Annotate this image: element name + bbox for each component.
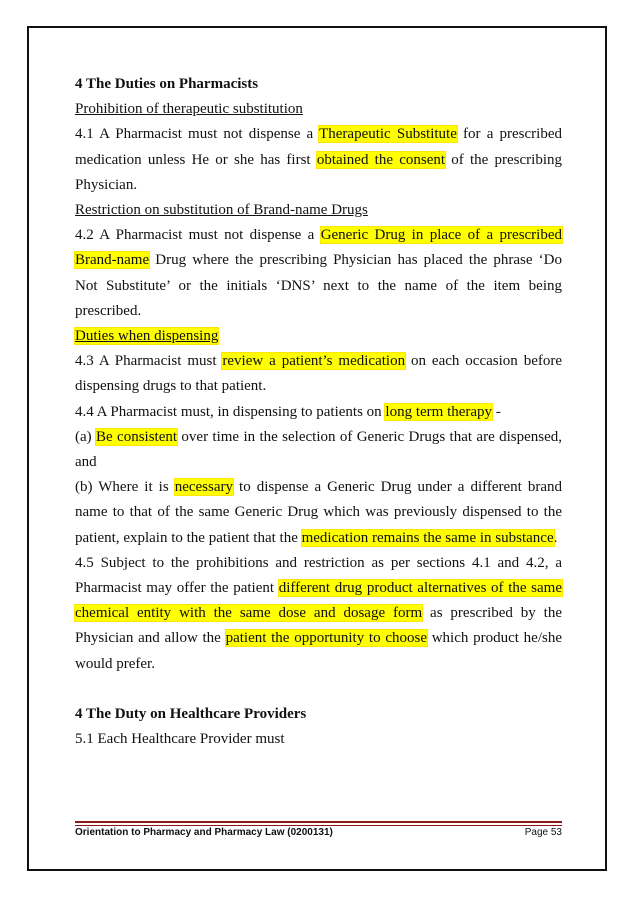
section-4-heading: 4 The Duties on Pharmacists <box>75 76 259 92</box>
highlight-be-consistent: Be consistent <box>96 428 178 445</box>
highlight-duties-dispensing: Duties when dispensing <box>75 328 219 345</box>
paragraph-4-4-b: (b) Where it is necessary to dispense a Generic Drug under a different brand name to that of the same Generic Drug which was previously dispensed to the patient, explain to the patient that the medication remains the same in substance. <box>75 479 563 546</box>
subheading-brand-name-restriction: Restriction on substitution of Brand-name Drugs <box>75 202 368 219</box>
document-body <box>75 72 562 752</box>
paragraph-4-5: 4.5 Subject to the prohibitions and restriction as per sections 4.1 and 4.2, a Pharmacist may offer the patient different drug product alternatives of the same chemical entity with the same dose and dosage form as prescribed by the Physician and allow the patient the opportunity to choose which product he/she would prefer. <box>75 554 562 672</box>
subheading-duties-dispensing <box>75 324 562 349</box>
highlight-review-medication: review a patient’s medication <box>222 353 406 370</box>
highlight-obtained-consent: obtained the consent <box>316 151 446 168</box>
highlight-product-alternatives: different drug product alternatives of the same chemical entity with the same dose and dosage form <box>75 580 562 622</box>
paragraph-4-2: 4.2 A Pharmacist must not dispense a Generic Drug in place of a prescribed Brand-name Drug where the prescribing Physician has placed the phrase ‘Do Not Substitute’ or the initials ‘DNS’ next to the name of the item being prescribed. <box>75 227 563 319</box>
highlight-medication-same: medication remains the same in substance <box>301 529 554 546</box>
highlight-necessary: necessary <box>174 479 234 496</box>
highlight-opportunity-choose: patient the opportunity to choose <box>225 630 427 647</box>
paragraph-5-1: 5.1 Each Healthcare Provider must <box>75 731 285 748</box>
section-spacer <box>75 677 562 702</box>
footer-divider <box>75 821 562 823</box>
highlight-therapeutic-substitute: Therapeutic Substitute <box>319 126 457 143</box>
paragraph-4-1: 4.1 A Pharmacist must not dispense a Therapeutic Substitute for a prescribed medication unless He or she has first obtained the consent of the prescribing Physician. <box>75 126 562 193</box>
highlight-generic-drug: Generic Drug in place of a prescribed Brand-name <box>75 227 563 269</box>
paragraph-4-4: 4.4 A Pharmacist must, in dispensing to patients on long term therapy - <box>75 403 501 420</box>
highlight-long-term-therapy: long term therapy <box>385 403 493 420</box>
paragraph-4-3: 4.3 A Pharmacist must review a patient’s medication on each occasion before dispensing drugs to that patient. <box>75 353 563 395</box>
subheading-therapeutic-substitution: Prohibition of therapeutic substitution <box>75 101 303 118</box>
footer-title: Orientation to Pharmacy and Pharmacy Law (0200131) <box>75 827 333 838</box>
page-number: Page 53 <box>524 827 562 838</box>
section-5-heading: 4 The Duty on Healthcare Providers <box>75 705 307 722</box>
paragraph-4-4-a: (a) Be consistent over time in the selection of Generic Drugs that are dispensed, and <box>75 428 562 471</box>
